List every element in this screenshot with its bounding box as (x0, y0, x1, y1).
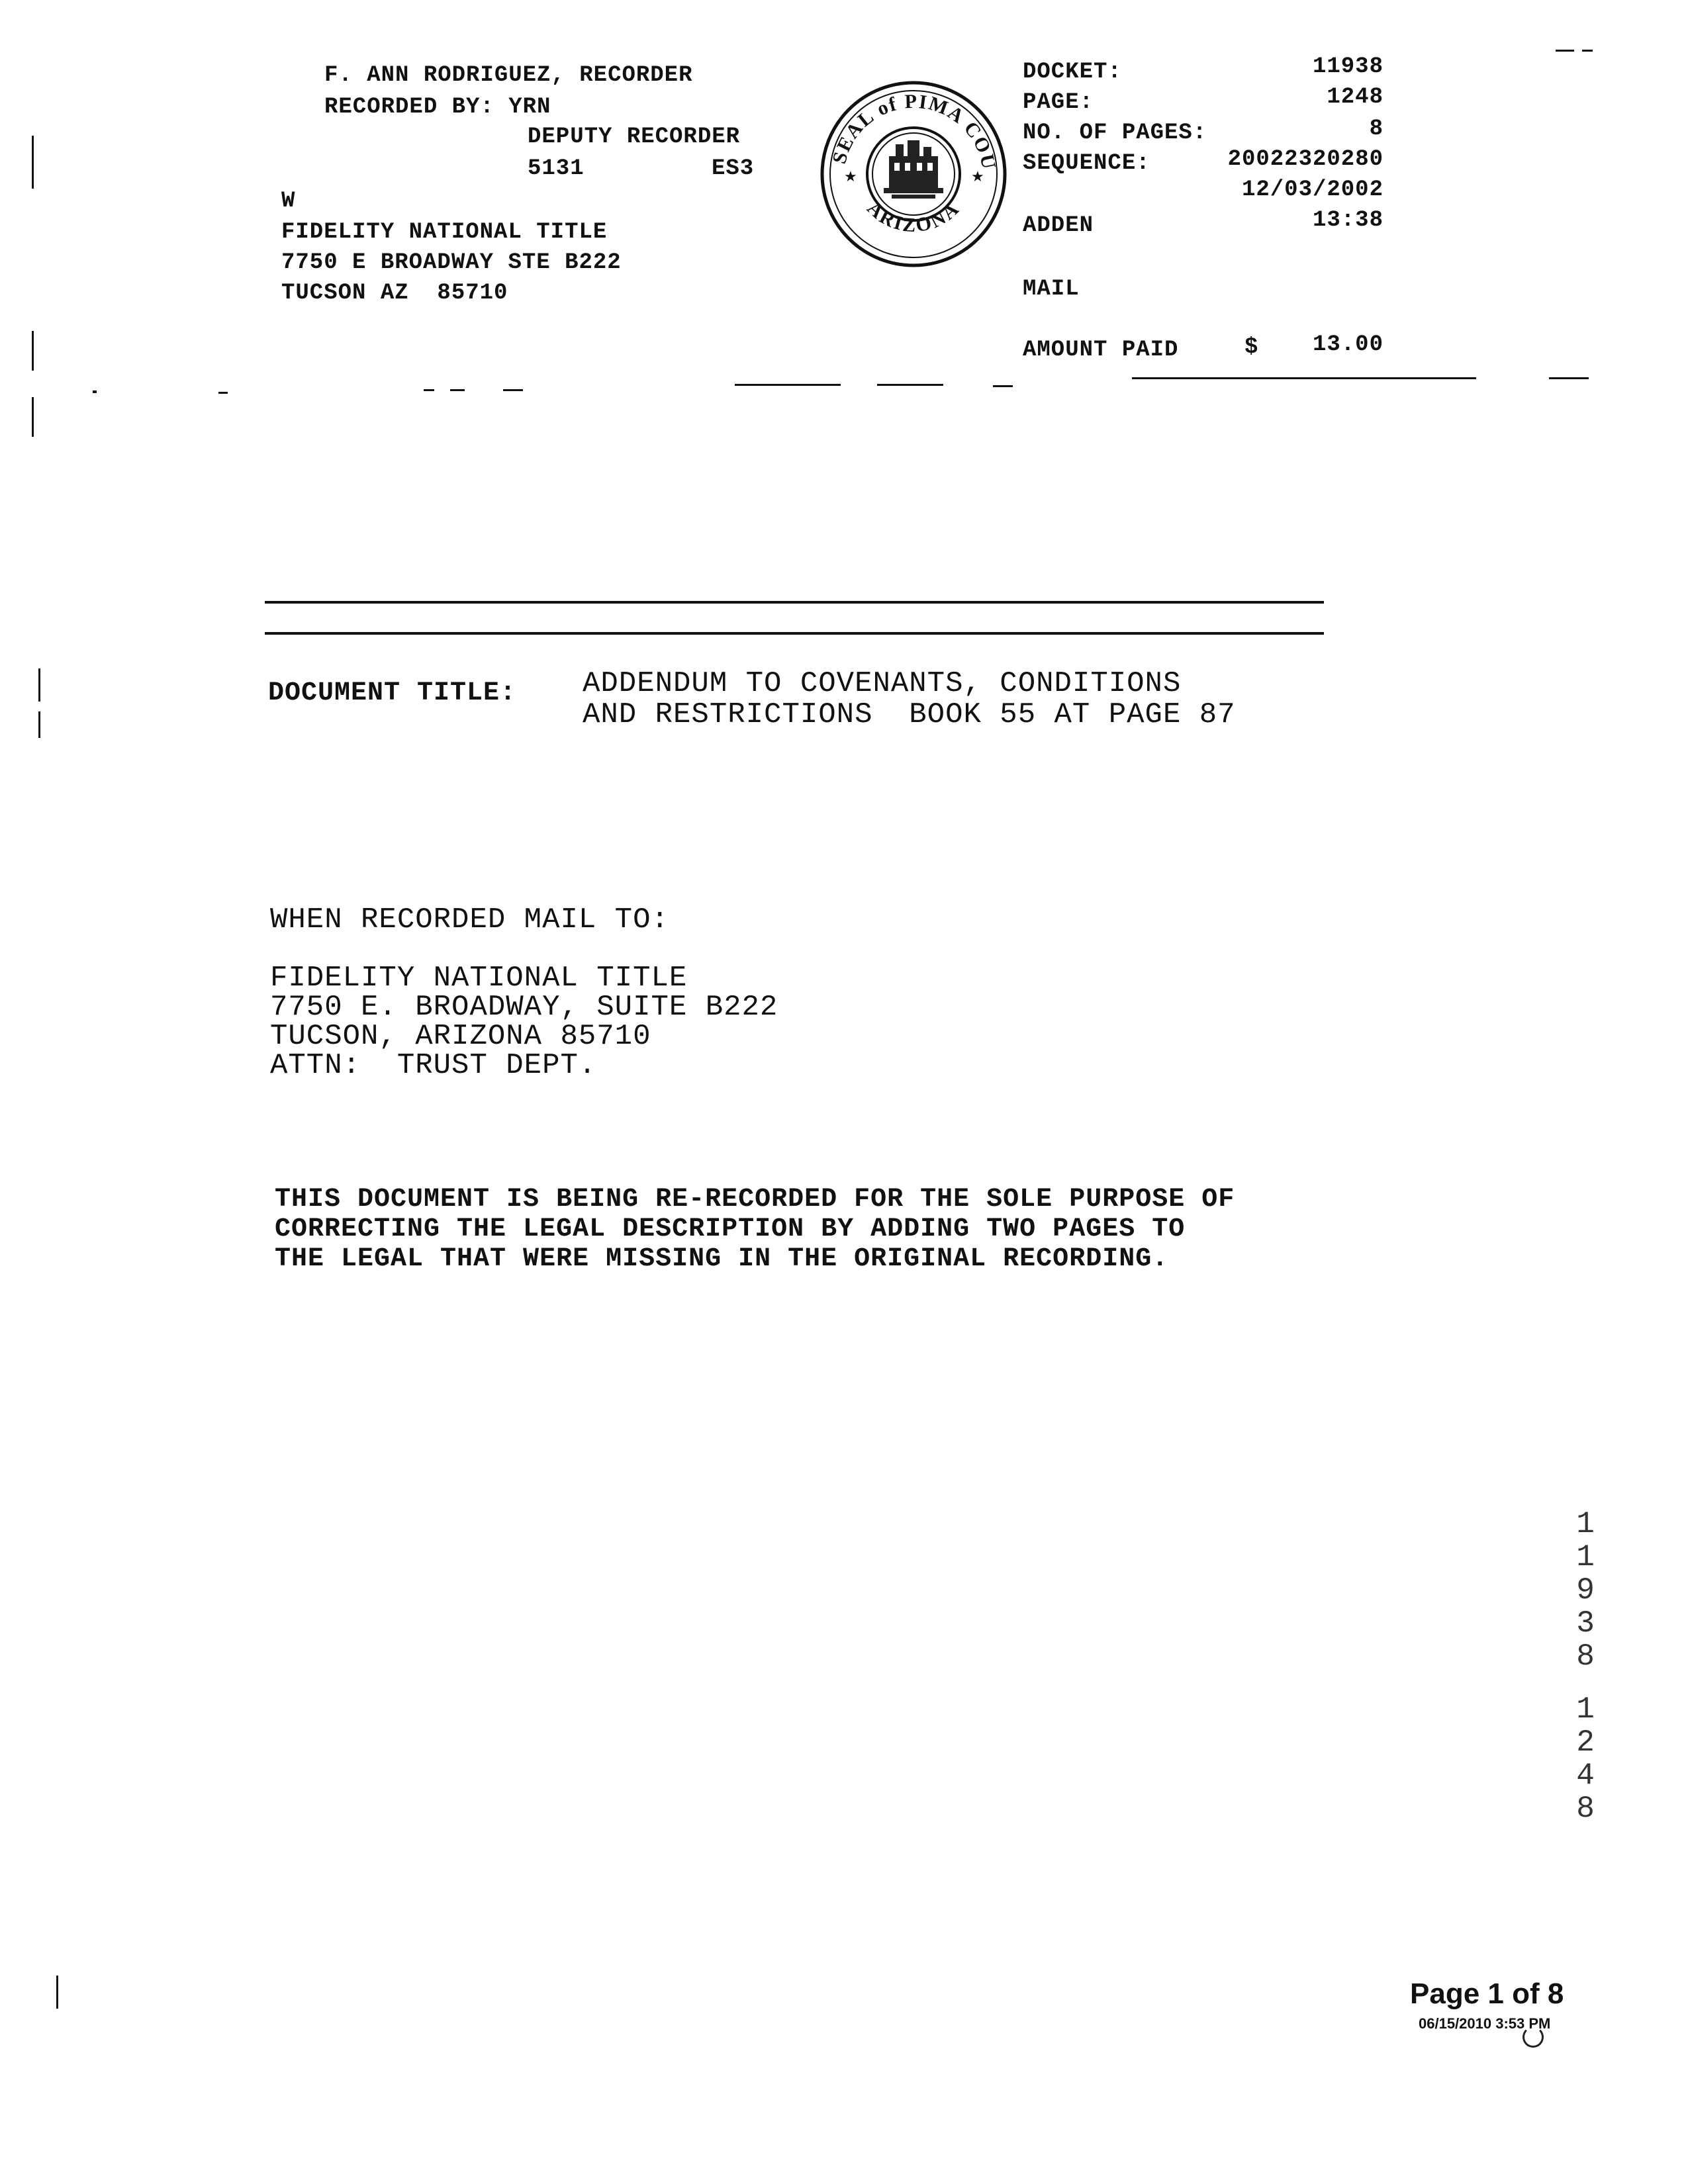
deputy-recorder: DEPUTY RECORDER (528, 124, 741, 150)
recorder-address-line-2: 7750 E BROADWAY STE B222 (281, 250, 622, 275)
recorder-w: W (281, 189, 296, 214)
mail-to-line-4: ATTN: TRUST DEPT. (270, 1049, 597, 1082)
recorder-address-line-1: FIDELITY NATIONAL TITLE (281, 220, 608, 245)
document-title-line-2: AND RESTRICTIONS BOOK 55 AT PAGE 87 (583, 698, 1236, 731)
sequence-value: 20022320280 (1227, 147, 1383, 172)
amount-paid-label: AMOUNT PAID (1023, 338, 1179, 363)
notice-line-2: CORRECTING THE LEGAL DESCRIPTION BY ADDING TWO PAGES TO (275, 1214, 1186, 1244)
margin-stamp-digit: 1 (1576, 1507, 1595, 1541)
mail-to-heading: WHEN RECORDED MAIL TO: (270, 903, 669, 936)
docket-value: 11938 (1312, 54, 1383, 79)
svg-text:★: ★ (844, 168, 857, 185)
num-pages-value: 8 (1369, 116, 1383, 142)
margin-stamp-digit: 8 (1576, 1792, 1595, 1826)
recorder-code-1: 5131 (528, 156, 585, 181)
mail-to-line-2: 7750 E. BROADWAY, SUITE B222 (270, 991, 778, 1024)
recording-time: 13:38 (1312, 208, 1383, 233)
recorded-by: RECORDED BY: YRN (324, 95, 551, 120)
margin-stamp-digit: 8 (1576, 1639, 1595, 1674)
svg-text:★: ★ (971, 168, 984, 185)
margin-stamp-digit: 9 (1576, 1573, 1595, 1608)
margin-stamp-digit: 4 (1576, 1758, 1595, 1793)
document-title-label: DOCUMENT TITLE: (268, 678, 517, 708)
amount-paid-value: 13.00 (1312, 332, 1383, 357)
recorder-code-2: ES3 (712, 156, 755, 181)
seal-emblem (884, 140, 943, 199)
num-pages-label: NO. OF PAGES: (1023, 120, 1207, 146)
title-rule-top (265, 601, 1324, 604)
page-label: PAGE: (1023, 90, 1094, 115)
sequence-label: SEQUENCE: (1023, 151, 1150, 176)
docket-label: DOCKET: (1023, 60, 1122, 85)
scan-artifact-mark (1523, 2026, 1544, 2048)
county-seal (818, 78, 1009, 270)
seal-bottom-text: ARIZONA (863, 197, 964, 237)
recording-date: 12/03/2002 (1241, 177, 1383, 203)
recorder-address-line-3: TUCSON AZ 85710 (281, 281, 508, 306)
notice-line-3: THE LEGAL THAT WERE MISSING IN THE ORIGINAL RECORDING. (275, 1244, 1169, 1274)
margin-stamp-digit: 2 (1576, 1725, 1595, 1760)
amount-currency: $ (1244, 335, 1259, 360)
margin-stamp-digit: 1 (1576, 1692, 1595, 1727)
seal-top-text: SEAL of PIMA COU (828, 90, 1000, 172)
mail-to-line-1: FIDELITY NATIONAL TITLE (270, 962, 688, 995)
svg-text:ARIZONA (863, 197, 964, 237)
print-timestamp: 06/15/2010 3:53 PM (1419, 2015, 1551, 2032)
recorder-name: F. ANN RODRIGUEZ, RECORDER (324, 63, 693, 88)
document-title-line-1: ADDENDUM TO COVENANTS, CONDITIONS (583, 667, 1182, 700)
mail-label: MAIL (1023, 277, 1080, 302)
page-value: 1248 (1327, 85, 1383, 110)
page-indicator: Page 1 of 8 (1410, 1978, 1564, 2010)
title-rule-bottom (265, 632, 1324, 635)
margin-stamp-digit: 3 (1576, 1606, 1595, 1641)
mail-to-line-3: TUCSON, ARIZONA 85710 (270, 1020, 651, 1053)
notice-line-1: THIS DOCUMENT IS BEING RE-RECORDED FOR THE SOLE PURPOSE OF (275, 1185, 1235, 1214)
adden-label: ADDEN (1023, 213, 1094, 238)
margin-stamp-digit: 1 (1576, 1540, 1595, 1574)
